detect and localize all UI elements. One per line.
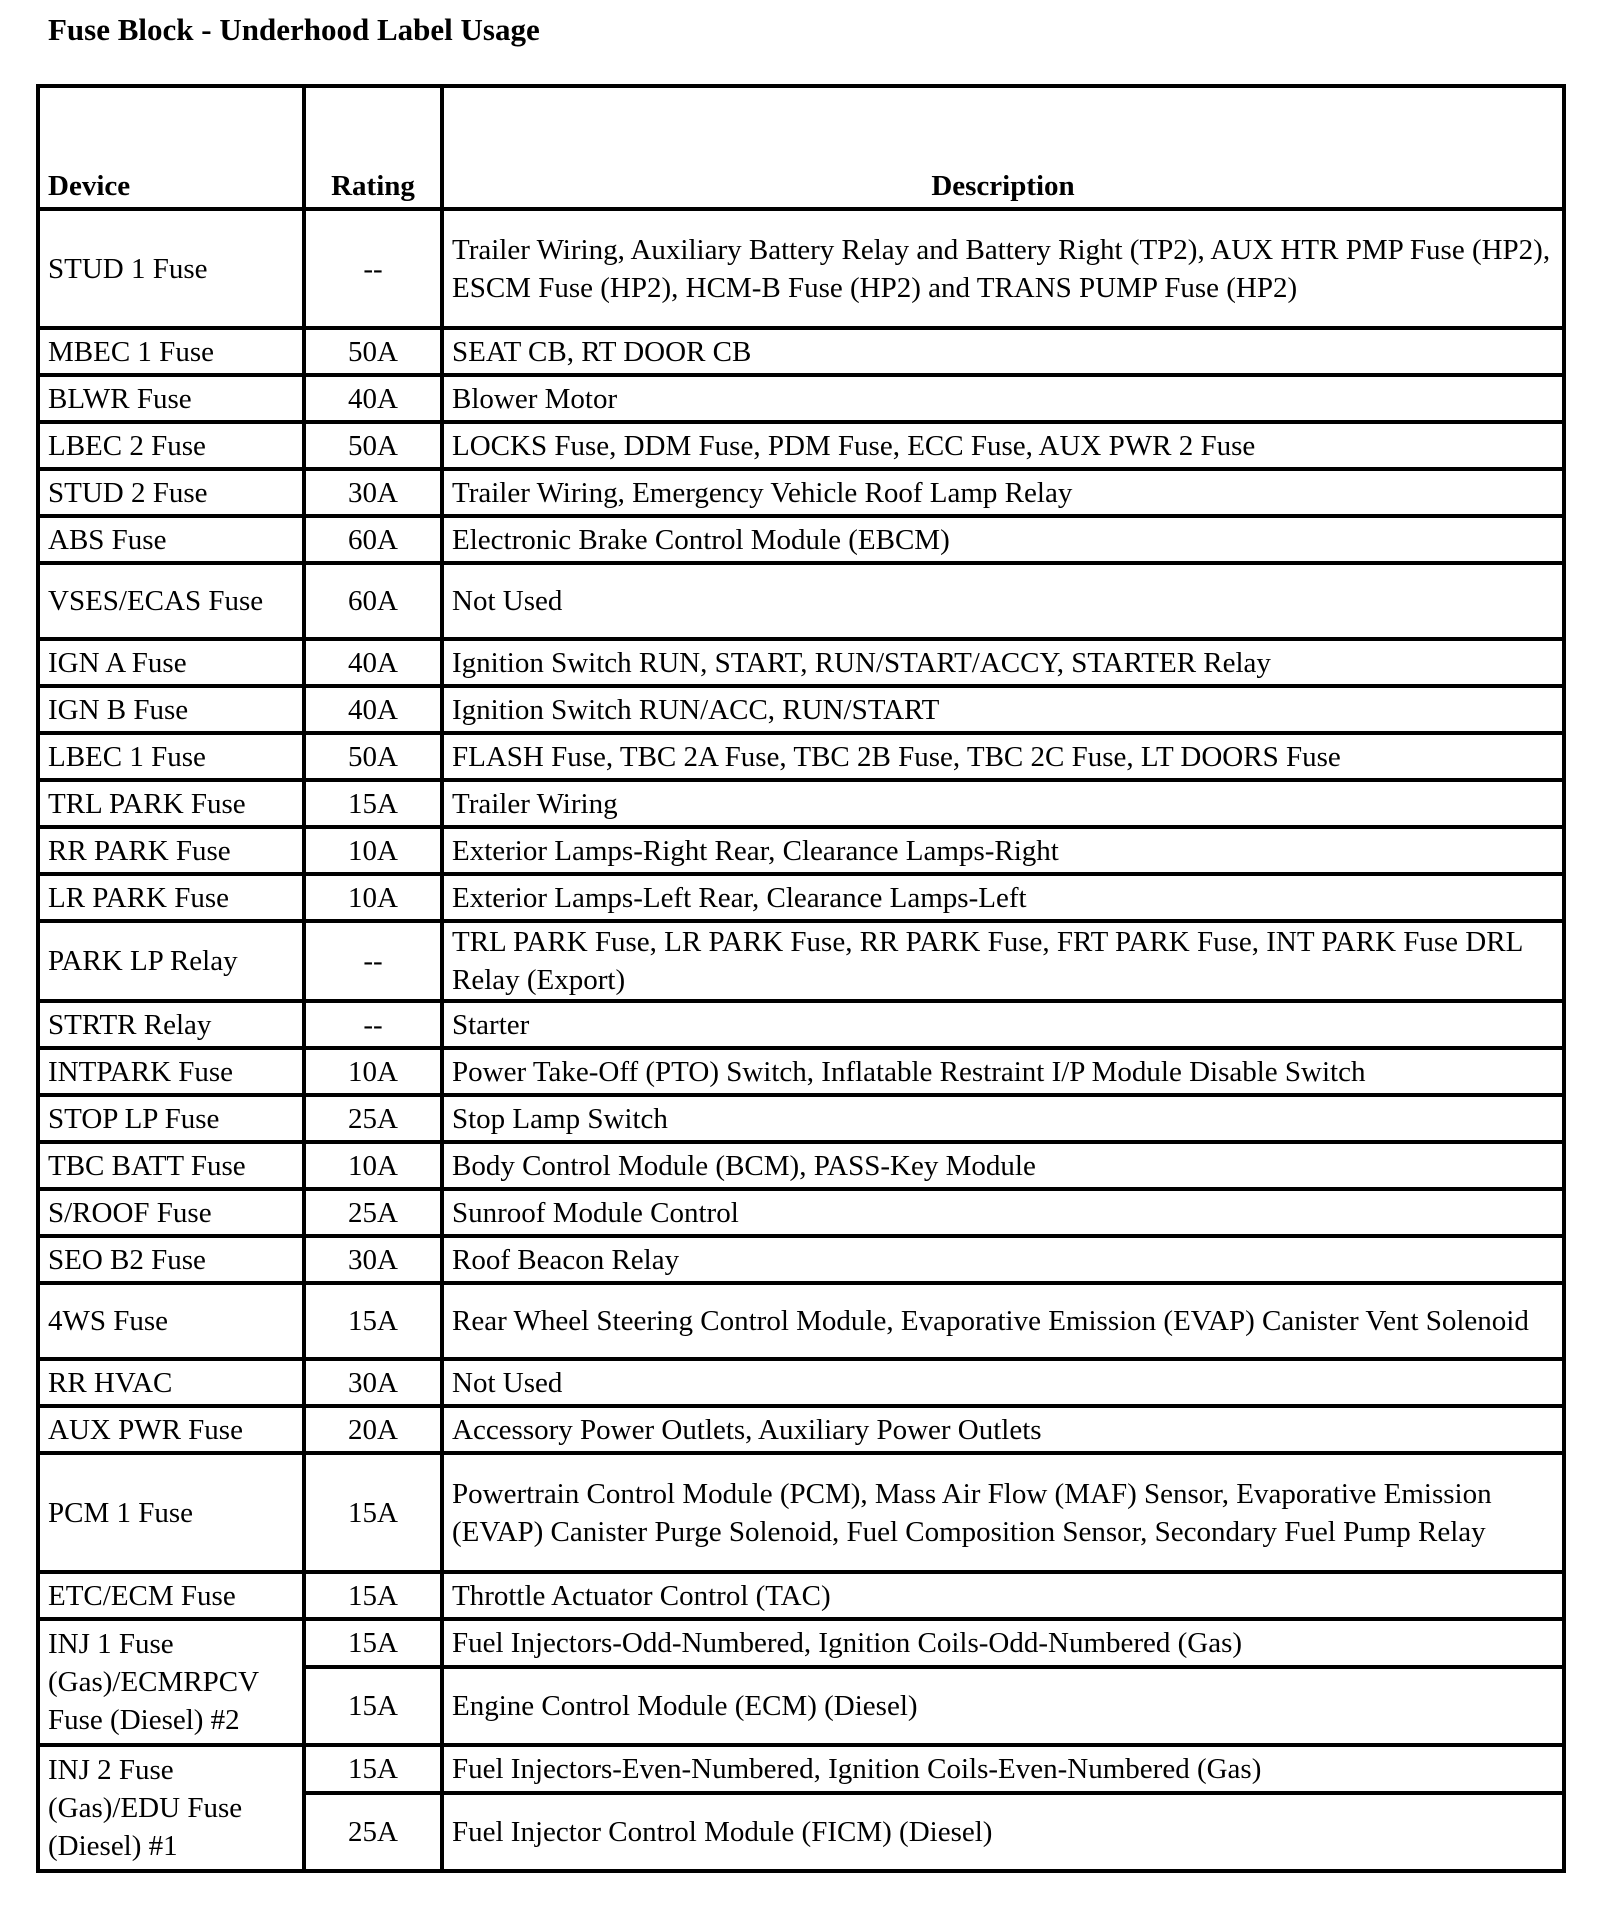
table-header-row xyxy=(38,86,1564,209)
table-row xyxy=(38,1095,1564,1142)
table-row xyxy=(38,1453,1564,1572)
table-row xyxy=(38,422,1564,469)
description-cell: Not Used xyxy=(442,1359,1564,1406)
device-cell: INJ 1 Fuse (Gas)/ECMRPCV Fuse (Diesel) #2 xyxy=(38,1619,304,1745)
table-row xyxy=(38,639,1564,686)
description-cell: Body Control Module (BCM), PASS-Key Module xyxy=(442,1142,1564,1189)
rating-cell: 50A xyxy=(304,733,442,780)
device-cell: TRL PARK Fuse xyxy=(38,780,304,827)
description-cell: Power Take-Off (PTO) Switch, Inflatable Restraint I/P Module Disable Switch xyxy=(442,1048,1564,1095)
description-cell: Accessory Power Outlets, Auxiliary Power Outlets xyxy=(442,1406,1564,1453)
table-row xyxy=(38,328,1564,375)
rating-cell: 40A xyxy=(304,686,442,733)
table-row xyxy=(38,1001,1564,1048)
description-cell: Roof Beacon Relay xyxy=(442,1236,1564,1283)
device-cell: INJ 2 Fuse (Gas)/EDU Fuse (Diesel) #1 xyxy=(38,1745,304,1871)
table-row xyxy=(38,733,1564,780)
table-row xyxy=(38,1359,1564,1406)
description-cell: Exterior Lamps-Left Rear, Clearance Lamps-Left xyxy=(442,874,1564,921)
description-cell: Throttle Actuator Control (TAC) xyxy=(442,1572,1564,1619)
table-row xyxy=(38,874,1564,921)
rating-cell: 15A xyxy=(304,1283,442,1359)
rating-cell: 25A xyxy=(304,1095,442,1142)
description-cell: Sunroof Module Control xyxy=(442,1189,1564,1236)
description-cell: FLASH Fuse, TBC 2A Fuse, TBC 2B Fuse, TBC 2C Fuse, LT DOORS Fuse xyxy=(442,733,1564,780)
device-cell: RR HVAC xyxy=(38,1359,304,1406)
device-cell: ABS Fuse xyxy=(38,516,304,563)
description-cell: Trailer Wiring xyxy=(442,780,1564,827)
header-device: Device xyxy=(38,86,304,209)
table-row xyxy=(38,1189,1564,1236)
header-description: Description xyxy=(442,86,1564,209)
table-row xyxy=(38,1236,1564,1283)
description-cell: Ignition Switch RUN/ACC, RUN/START xyxy=(442,686,1564,733)
description-cell: Fuel Injector Control Module (FICM) (Diesel) xyxy=(442,1793,1564,1871)
rating-cell: 50A xyxy=(304,328,442,375)
device-cell: STUD 1 Fuse xyxy=(38,209,304,328)
header-rating: Rating xyxy=(304,86,442,209)
table-row xyxy=(38,1142,1564,1189)
table-row xyxy=(38,563,1564,639)
rating-cell: -- xyxy=(304,921,442,1001)
device-cell: VSES/ECAS Fuse xyxy=(38,563,304,639)
rating-cell: 15A xyxy=(304,1572,442,1619)
device-cell: ETC/ECM Fuse xyxy=(38,1572,304,1619)
rating-cell: 15A xyxy=(304,1667,442,1745)
device-cell: 4WS Fuse xyxy=(38,1283,304,1359)
rating-cell: 10A xyxy=(304,1048,442,1095)
device-cell: LBEC 2 Fuse xyxy=(38,422,304,469)
description-cell: Starter xyxy=(442,1001,1564,1048)
rating-cell: 25A xyxy=(304,1189,442,1236)
description-cell: Not Used xyxy=(442,563,1564,639)
rating-cell: 15A xyxy=(304,1453,442,1572)
device-cell: S/ROOF Fuse xyxy=(38,1189,304,1236)
description-cell: SEAT CB, RT DOOR CB xyxy=(442,328,1564,375)
table-row xyxy=(38,1406,1564,1453)
device-cell: INTPARK Fuse xyxy=(38,1048,304,1095)
description-cell: Exterior Lamps-Right Rear, Clearance Lamps-Right xyxy=(442,827,1564,874)
rating-cell: 60A xyxy=(304,516,442,563)
description-cell: Stop Lamp Switch xyxy=(442,1095,1564,1142)
rating-cell: 40A xyxy=(304,375,442,422)
device-cell: STRTR Relay xyxy=(38,1001,304,1048)
table-row xyxy=(38,921,1564,1001)
table-row xyxy=(38,1619,1564,1667)
device-cell: LBEC 1 Fuse xyxy=(38,733,304,780)
device-cell: AUX PWR Fuse xyxy=(38,1406,304,1453)
rating-cell: -- xyxy=(304,1001,442,1048)
device-cell: IGN A Fuse xyxy=(38,639,304,686)
device-cell: TBC BATT Fuse xyxy=(38,1142,304,1189)
rating-cell: 50A xyxy=(304,422,442,469)
device-cell: IGN B Fuse xyxy=(38,686,304,733)
page-title: Fuse Block - Underhood Label Usage xyxy=(48,12,540,47)
rating-cell: -- xyxy=(304,209,442,328)
table-row xyxy=(38,1745,1564,1793)
table-row xyxy=(38,375,1564,422)
rating-cell: 25A xyxy=(304,1793,442,1871)
description-cell: Ignition Switch RUN, START, RUN/START/ACCY, STARTER Relay xyxy=(442,639,1564,686)
rating-cell: 10A xyxy=(304,874,442,921)
rating-cell: 15A xyxy=(304,780,442,827)
table-row xyxy=(38,686,1564,733)
rating-cell: 30A xyxy=(304,469,442,516)
table-row xyxy=(38,827,1564,874)
rating-cell: 10A xyxy=(304,827,442,874)
device-cell: MBEC 1 Fuse xyxy=(38,328,304,375)
table-row xyxy=(38,1283,1564,1359)
rating-cell: 60A xyxy=(304,563,442,639)
description-cell: Trailer Wiring, Emergency Vehicle Roof Lamp Relay xyxy=(442,469,1564,516)
rating-cell: 30A xyxy=(304,1236,442,1283)
device-cell: BLWR Fuse xyxy=(38,375,304,422)
device-cell: STUD 2 Fuse xyxy=(38,469,304,516)
rating-cell: 10A xyxy=(304,1142,442,1189)
table-row xyxy=(38,516,1564,563)
description-cell: Fuel Injectors-Odd-Numbered, Ignition Coils-Odd-Numbered (Gas) xyxy=(442,1619,1564,1667)
description-cell: Engine Control Module (ECM) (Diesel) xyxy=(442,1667,1564,1745)
table-row xyxy=(38,209,1564,328)
rating-cell: 15A xyxy=(304,1619,442,1667)
device-cell: STOP LP Fuse xyxy=(38,1095,304,1142)
fuse-usage-table xyxy=(36,84,1566,1873)
description-cell: Powertrain Control Module (PCM), Mass Air Flow (MAF) Sensor, Evaporative Emission (EVAP) Canister Purge Solenoid, Fuel Composition Sensor, Secondary Fuel Pump Relay xyxy=(442,1453,1564,1572)
description-cell: Blower Motor xyxy=(442,375,1564,422)
table-row xyxy=(38,1048,1564,1095)
device-cell: PCM 1 Fuse xyxy=(38,1453,304,1572)
description-cell: LOCKS Fuse, DDM Fuse, PDM Fuse, ECC Fuse, AUX PWR 2 Fuse xyxy=(442,422,1564,469)
table-row xyxy=(38,469,1564,516)
rating-cell: 20A xyxy=(304,1406,442,1453)
device-cell: LR PARK Fuse xyxy=(38,874,304,921)
rating-cell: 40A xyxy=(304,639,442,686)
rating-cell: 15A xyxy=(304,1745,442,1793)
description-cell: Electronic Brake Control Module (EBCM) xyxy=(442,516,1564,563)
device-cell: PARK LP Relay xyxy=(38,921,304,1001)
rating-cell: 30A xyxy=(304,1359,442,1406)
description-cell: TRL PARK Fuse, LR PARK Fuse, RR PARK Fuse, FRT PARK Fuse, INT PARK Fuse DRL Relay (Export) xyxy=(442,921,1564,1001)
table-row xyxy=(38,780,1564,827)
device-cell: RR PARK Fuse xyxy=(38,827,304,874)
description-cell: Rear Wheel Steering Control Module, Evaporative Emission (EVAP) Canister Vent Solenoid xyxy=(442,1283,1564,1359)
table-row xyxy=(38,1572,1564,1619)
device-cell: SEO B2 Fuse xyxy=(38,1236,304,1283)
description-cell: Fuel Injectors-Even-Numbered, Ignition Coils-Even-Numbered (Gas) xyxy=(442,1745,1564,1793)
description-cell: Trailer Wiring, Auxiliary Battery Relay and Battery Right (TP2), AUX HTR PMP Fuse (HP2), ESCM Fuse (HP2), HCM-B Fuse (HP2) and TRANS PUMP Fuse (HP2) xyxy=(442,209,1564,328)
